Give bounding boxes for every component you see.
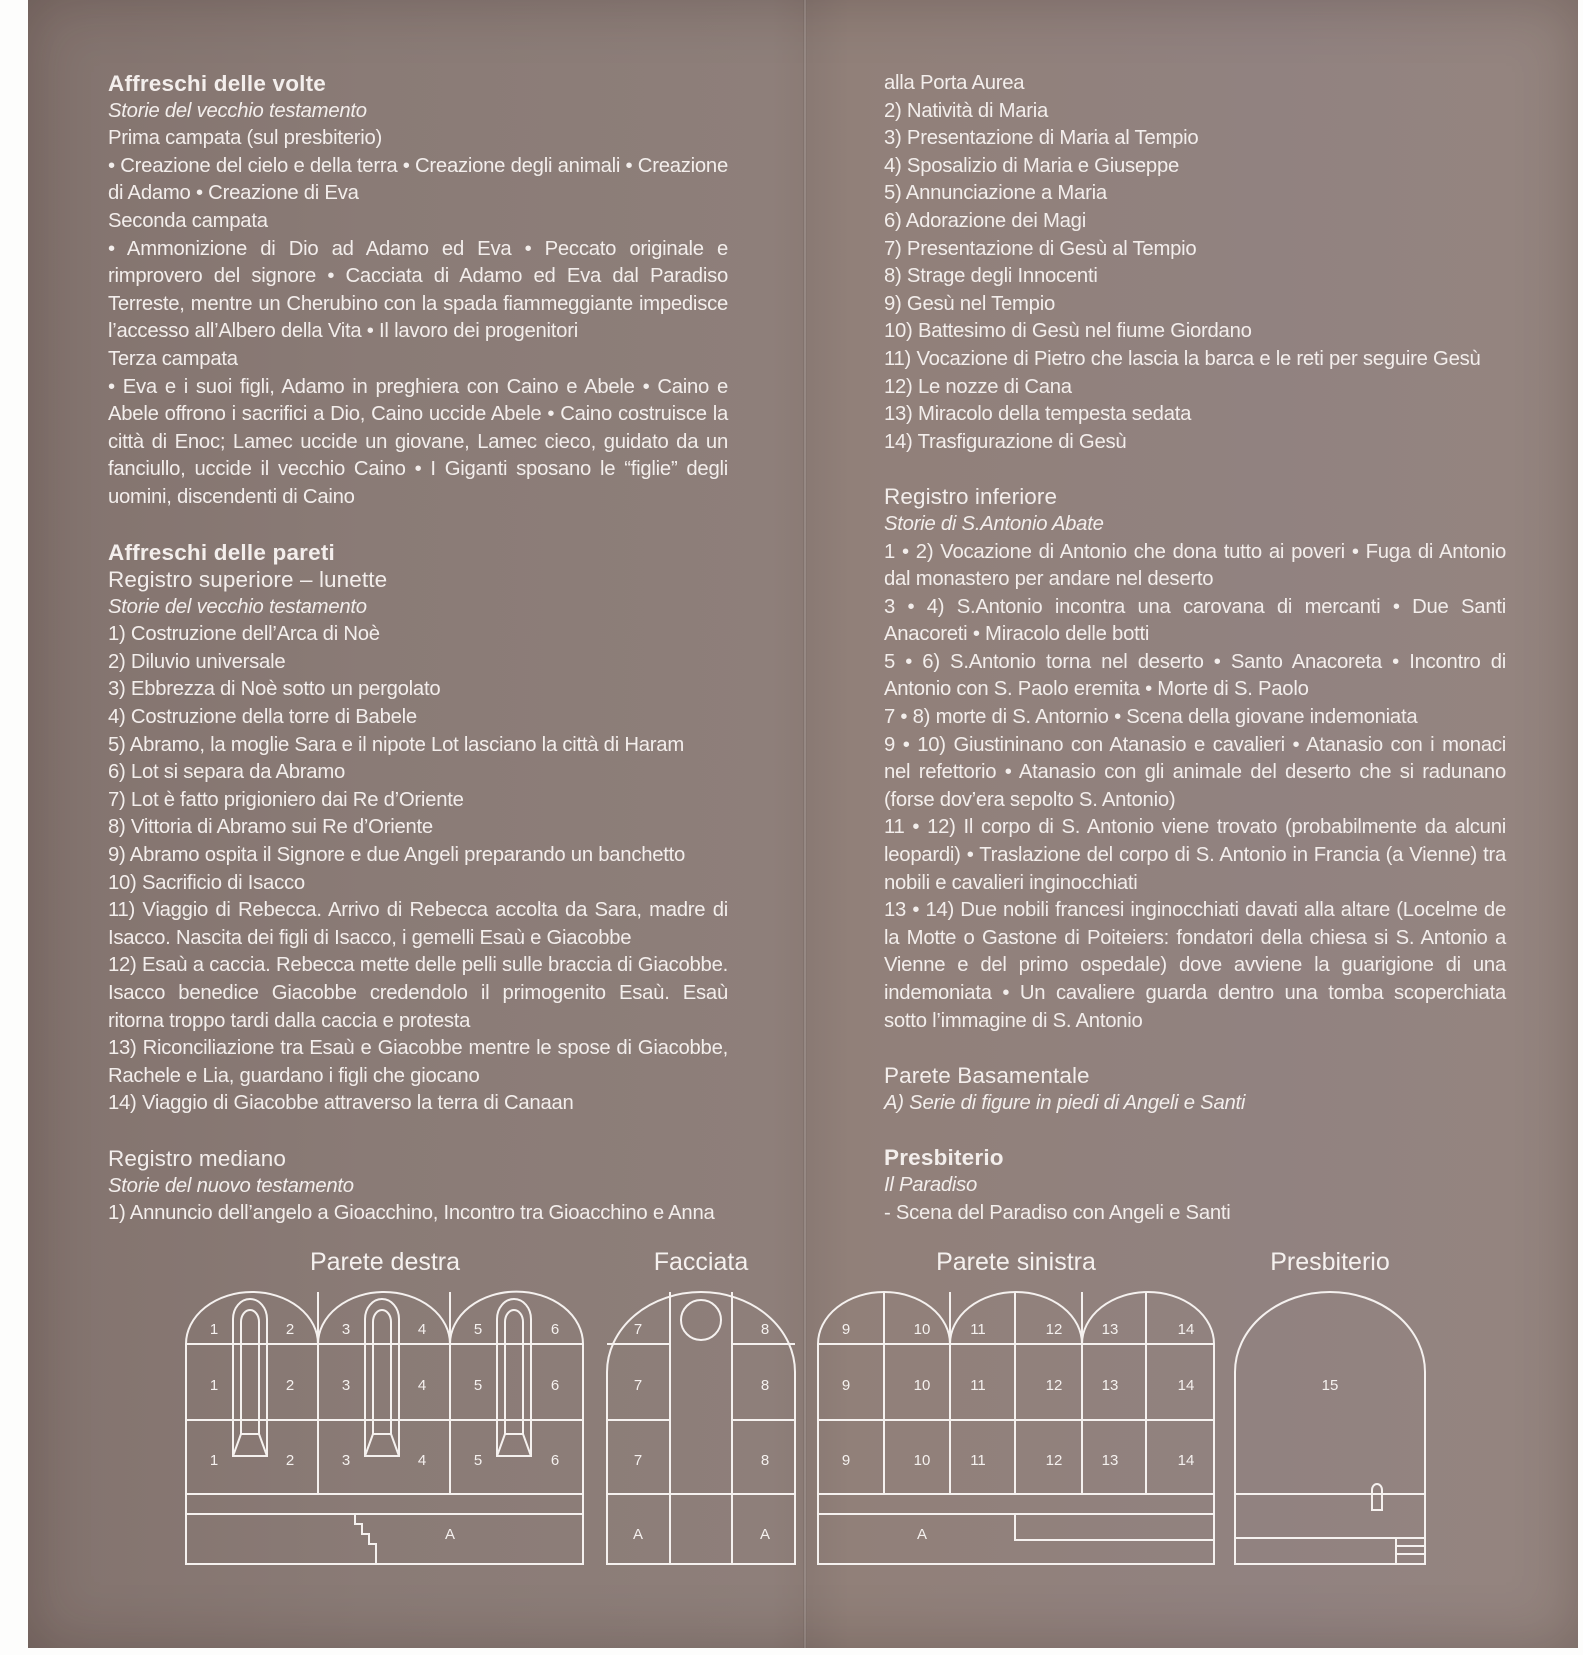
middle-register-heading: Registro mediano xyxy=(108,1145,286,1171)
diagram-title-facade: Facciata xyxy=(653,1248,749,1276)
cell-label: 10 xyxy=(913,1377,931,1394)
cell-label: A xyxy=(632,1526,644,1543)
list-item: 10) Sacrificio di Isacco xyxy=(108,871,305,894)
cell-label: 8 xyxy=(760,1452,770,1469)
cell-label: 14 xyxy=(1177,1452,1195,1469)
cell-label: 13 xyxy=(1101,1321,1119,1338)
cell-label: 11 xyxy=(970,1452,986,1469)
cell-label: 6 xyxy=(550,1377,560,1394)
cell-label: 9 xyxy=(841,1452,851,1469)
base-wall-heading: Parete Basamentale xyxy=(884,1063,1090,1089)
cell-label: 6 xyxy=(550,1321,560,1338)
cell-label: 1 xyxy=(209,1321,219,1338)
cell-label: 15 xyxy=(1321,1377,1339,1394)
cell-label: 2 xyxy=(285,1377,295,1394)
list-item: 6) Lot si separa da Abramo xyxy=(108,761,346,784)
cell-label: 4 xyxy=(417,1377,427,1394)
list-item: 4) Costruzione della torre di Babele xyxy=(108,706,417,729)
cell-label: A xyxy=(916,1526,928,1543)
upper-register-heading: Registro superiore – lunette xyxy=(108,567,388,593)
diagram-title-right-wall: Parete destra xyxy=(309,1248,461,1276)
list-item: 7 • 8) morte di S. Antornio • Scena della giovane indemoniata xyxy=(884,706,1418,729)
cell-label: 9 xyxy=(841,1377,851,1394)
list-item: 5) Annunciazione a Maria xyxy=(884,182,1107,205)
list-item: 1) Annuncio dell’angelo a Gioacchino, Incontro tra Gioacchino e Anna xyxy=(108,1202,715,1225)
list-item: 9) Abramo ospita il Signore e due Angeli preparando un banchetto xyxy=(108,844,686,867)
cell-label: 8 xyxy=(760,1321,770,1338)
cell-label: 12 xyxy=(1045,1321,1063,1338)
list-item: 5 • 6) S.Antonio torna nel deserto • Santo Anacoreta • Incontro di Antonio con S. Paolo eremita • Morte di S. Paolo xyxy=(884,650,1506,701)
cell-label: 7 xyxy=(633,1321,643,1338)
left-wall-diagram xyxy=(818,1292,1214,1564)
cell-label: 7 xyxy=(633,1452,643,1469)
base-wall-subtitle: A) Serie di figure in piedi di Angeli e Santi xyxy=(884,1091,1246,1114)
list-item: 11) Vocazione di Pietro che lascia la barca e le reti per seguire Gesù xyxy=(884,347,1481,370)
cell-label: 7 xyxy=(633,1377,643,1394)
cell-label: 4 xyxy=(417,1452,427,1469)
list-item: 11) Viaggio di Rebecca. Arrivo di Rebecca accolta da Sara, madre di Isacco. Nascita dei figli di Isacco, i gemelli Esaù e Giacobbe xyxy=(108,899,728,949)
list-item: 5) Abramo, la moglie Sara e il nipote Lot lasciano la città di Haram xyxy=(108,733,684,756)
cell-label: 5 xyxy=(473,1452,483,1469)
list-item: 1 • 2) Vocazione di Antonio che dona tutto ai poveri • Fuga di Antonio dal monastero per andare nel deserto xyxy=(884,540,1506,591)
first-bay-text: • Creazione del cielo e della terra • Creazione degli animali • Creazione di Adamo • Creazione di Eva xyxy=(108,154,728,205)
cell-label: A xyxy=(444,1526,456,1543)
list-item: 9 • 10) Giustininano con Atanasio e cavalieri • Atanasio con i monaci nel refettorio • Atanasio con gli animale del deserto che si radunano (forse dov’era sepolto S. Antonio) xyxy=(884,733,1506,811)
list-item: 8) Strage degli Innocenti xyxy=(884,265,1098,288)
list-item: 13) Miracolo della tempesta sedata xyxy=(884,403,1192,426)
list-item: 11 • 12) Il corpo di S. Antonio viene trovato (probabilmente da alcuni leopardi) • Traslazione del corpo di S. Antonio in Francia (a Vienne) tra nobili e cavalieri inginocchiati xyxy=(884,816,1506,894)
list-item: 6) Adorazione dei Magi xyxy=(884,209,1086,232)
list-item: 7) Presentazione di Gesù al Tempio xyxy=(884,237,1197,260)
middle-register-subtitle: Storie del nuovo testamento xyxy=(108,1174,354,1197)
list-item: 13) Riconciliazione tra Esaù e Giacobbe mentre le spose di Giacobbe, Rachele e Lia, guardano i figli che giocano xyxy=(108,1037,728,1087)
cell-label: 2 xyxy=(285,1452,295,1469)
upper-register-subtitle: Storie del vecchio testamento xyxy=(108,595,367,618)
cell-label: 11 xyxy=(970,1321,986,1338)
cell-label: A xyxy=(759,1526,771,1543)
cell-label: 10 xyxy=(913,1321,931,1338)
presbytery-title: Presbiterio xyxy=(884,1145,1004,1171)
cell-label: 13 xyxy=(1101,1452,1119,1469)
list-item: 14) Trasfigurazione di Gesù xyxy=(884,430,1127,453)
presbytery-subtitle: Il Paradiso xyxy=(884,1173,978,1196)
cell-label: 5 xyxy=(473,1321,483,1338)
cell-label: 12 xyxy=(1045,1377,1063,1394)
list-item: 1) Costruzione dell’Arca di Noè xyxy=(108,623,380,646)
vaults-subtitle: Storie del vecchio testamento xyxy=(108,99,367,122)
cell-label: 11 xyxy=(970,1377,986,1394)
cell-label: 2 xyxy=(285,1321,295,1338)
list-item: 8) Vittoria di Abramo sui Re d’Oriente xyxy=(108,816,433,839)
presbytery-text: - Scena del Paradiso con Angeli e Santi xyxy=(884,1201,1231,1224)
diagram-title-left-wall: Parete sinistra xyxy=(936,1248,1096,1276)
cell-label: 10 xyxy=(913,1452,931,1469)
list-item: 2) Diluvio universale xyxy=(108,650,286,673)
list-item: 3) Presentazione di Maria al Tempio xyxy=(884,127,1199,150)
list-item: 2) Natività di Maria xyxy=(884,99,1049,122)
list-item: 3 • 4) S.Antonio incontra una carovana di mercanti • Due Santi Anacoreti • Miracolo delle botti xyxy=(884,595,1506,646)
list-item-continuation: alla Porta Aurea xyxy=(884,72,1025,94)
list-item: 3) Ebbrezza di Noè sotto un pergolato xyxy=(108,678,441,701)
second-bay-text: • Ammonizione di Dio ad Adamo ed Eva • Peccato originale e rimprovero del signore • Cacciata di Adamo ed Eva dal Paradiso Terreste, mentre un Cherubino con la spada fiammeggiante impedisce l’accesso all’Albero della Vita • Il lavoro dei progenitori xyxy=(108,237,728,343)
third-bay-text: • Eva e i suoi figli, Adamo in preghiera con Caino e Abele • Caino e Abele offrono i sacrifici a Dio, Caino uccide Abele • Caino costruisce la città di Enoc; Lamec uccide un giovane, Lamec cieco, guidato da un fanciullo, uccide il vecchio Caino • I Giganti sposano le “figlie” degli uomini, discendenti di Caino xyxy=(108,375,728,508)
first-bay-heading: Prima campata (sul presbiterio) xyxy=(108,127,383,150)
diagram-title-presbytery: Presbiterio xyxy=(1270,1248,1390,1276)
cell-label: 6 xyxy=(550,1452,560,1469)
third-bay-heading: Terza campata xyxy=(108,347,238,370)
list-item: 12) Esaù a caccia. Rebecca mette delle pelli sulle braccia di Giacobbe. Isacco benedice Giacobbe credendolo il primogenito Esaù. Esaù ritorna troppo tardi dalla caccia e protesta xyxy=(108,954,728,1032)
list-item: 14) Viaggio di Giacobbe attraverso la terra di Canaan xyxy=(108,1092,574,1115)
cell-label: 13 xyxy=(1101,1377,1119,1394)
cell-label: 3 xyxy=(341,1321,351,1338)
cell-label: 5 xyxy=(473,1377,483,1394)
cell-label: 8 xyxy=(760,1377,770,1394)
cell-label: 9 xyxy=(841,1321,851,1338)
cell-label: 1 xyxy=(209,1452,219,1469)
cell-label: 14 xyxy=(1177,1321,1195,1338)
cell-label: 3 xyxy=(341,1452,351,1469)
presbytery-diagram xyxy=(1235,1292,1425,1564)
vaults-title: Affreschi delle volte xyxy=(108,71,327,96)
list-item: 4) Sposalizio di Maria e Giuseppe xyxy=(884,154,1179,177)
list-item: 13 • 14) Due nobili francesi inginocchiati davati alla altare (Locelme de la Motte o Gastone di Poiteiers: fondatori della chiesa si S. Antonio a Vienne e del primo ospedale) dove avviene la guarigione di una indemoniata • Un cavaliere guarda dentro una tomba scoperchiata sotto l’immagine di S. Antonio xyxy=(884,899,1506,1032)
cell-label: 4 xyxy=(417,1321,427,1338)
list-item: 7) Lot è fatto prigioniero dai Re d’Oriente xyxy=(108,788,464,811)
list-item: 12) Le nozze di Cana xyxy=(884,375,1072,398)
facade-diagram xyxy=(607,1292,795,1564)
list-item: 10) Battesimo di Gesù nel fiume Giordano xyxy=(884,320,1252,343)
right-wall-diagram xyxy=(186,1292,583,1564)
cell-label: 14 xyxy=(1177,1377,1195,1394)
cell-label: 3 xyxy=(341,1377,351,1394)
lower-register-subtitle: Storie di S.Antonio Abate xyxy=(884,512,1104,535)
lower-register-heading: Registro inferiore xyxy=(884,484,1058,510)
list-item: 9) Gesù nel Tempio xyxy=(884,292,1055,315)
second-bay-heading: Seconda campata xyxy=(108,209,268,232)
cell-label: 12 xyxy=(1045,1452,1063,1469)
cell-label: 1 xyxy=(209,1377,219,1394)
walls-title: Affreschi delle pareti xyxy=(108,539,335,565)
